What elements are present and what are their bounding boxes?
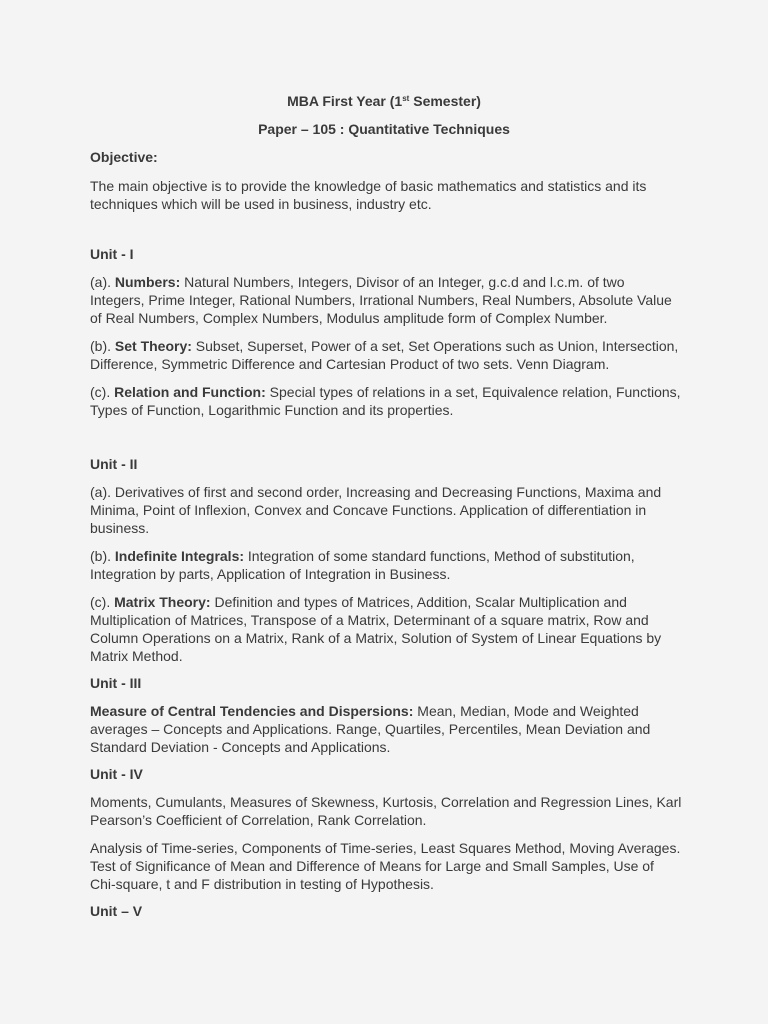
unit-1-item-b: (b). Set Theory: Subset, Superset, Power of a set, Set Operations such as Union, Intersection, Difference, Symmetric Difference and Cartesian Product of two sets. Venn Diagram. <box>90 338 679 372</box>
unit-4-paragraph-2: Analysis of Time-series, Components of Time-series, Least Squares Method, Moving Averages. Test of Significance of Mean and Difference of Means for Large and Small Samples, Use of Chi-square, t and F distribution in testing of Hypothesis. <box>90 840 681 892</box>
unit-4-paragraph-1: Moments, Cumulants, Measures of Skewness, Kurtosis, Correlation and Regression Lines, Karl Pearson’s Coefficient of Correlation, Rank Correlation. <box>90 794 682 828</box>
unit-2-item-b: (b). Indefinite Integrals: Integration of some standard functions, Method of substitution, Integration by parts, Application of Integration in Business. <box>90 548 635 582</box>
unit-1-heading: Unit - I <box>90 246 134 262</box>
unit-5-heading: Unit – V <box>90 903 143 919</box>
unit-2-item-c: (c). Matrix Theory: Definition and types of Matrices, Addition, Scalar Multiplication and Multiplication of Matrices, Transpose of a Matrix, Determinant of a square matrix, Row and Column Operations on a Matrix, Rank of a Matrix, Solution of System of Linear Equations by Matrix Method. <box>90 594 662 664</box>
unit-1-item-c: (c). Relation and Function: Special types of relations in a set, Equivalence relation, Functions, Types of Function, Logarithmic Function and its properties. <box>90 384 681 418</box>
syllabus-content <box>90 148 682 920</box>
unit-2-heading: Unit - II <box>90 456 138 472</box>
course-title: MBA First Year (1st Semester) <box>287 93 481 109</box>
unit-3-text: Measure of Central Tendencies and Dispersions: Mean, Median, Mode and Weighted averages – Concepts and Applications. Range, Quartiles, Percentiles, Mean Deviation and Standard Deviation - Concepts and Applications. <box>90 703 651 755</box>
unit-4-heading: Unit - IV <box>90 766 143 782</box>
objective-text: The main objective is to provide the knowledge of basic mathematics and statistics and its techniques which will be used in business, industry etc. <box>90 178 647 212</box>
unit-2-item-a: (a). Derivatives of first and second order, Increasing and Decreasing Functions, Maxima and Minima, Point of Inflexion, Convex and Concave Functions. Application of differentiation in business. <box>90 484 662 536</box>
objective-heading: Objective: <box>90 149 158 165</box>
unit-3-heading: Unit - III <box>90 675 142 691</box>
unit-1-item-a: (a). Numbers: Natural Numbers, Integers, Divisor of an Integer, g.c.d and l.c.m. of two Integers, Prime Integer, Rational Numbers, Irrational Numbers, Real Numbers, Absolute Value of Real Numbers, Complex Numbers, Modulus amplitude form of Complex Number. <box>90 274 672 326</box>
paper-title: Paper – 105 : Quantitative Techniques <box>258 121 510 137</box>
